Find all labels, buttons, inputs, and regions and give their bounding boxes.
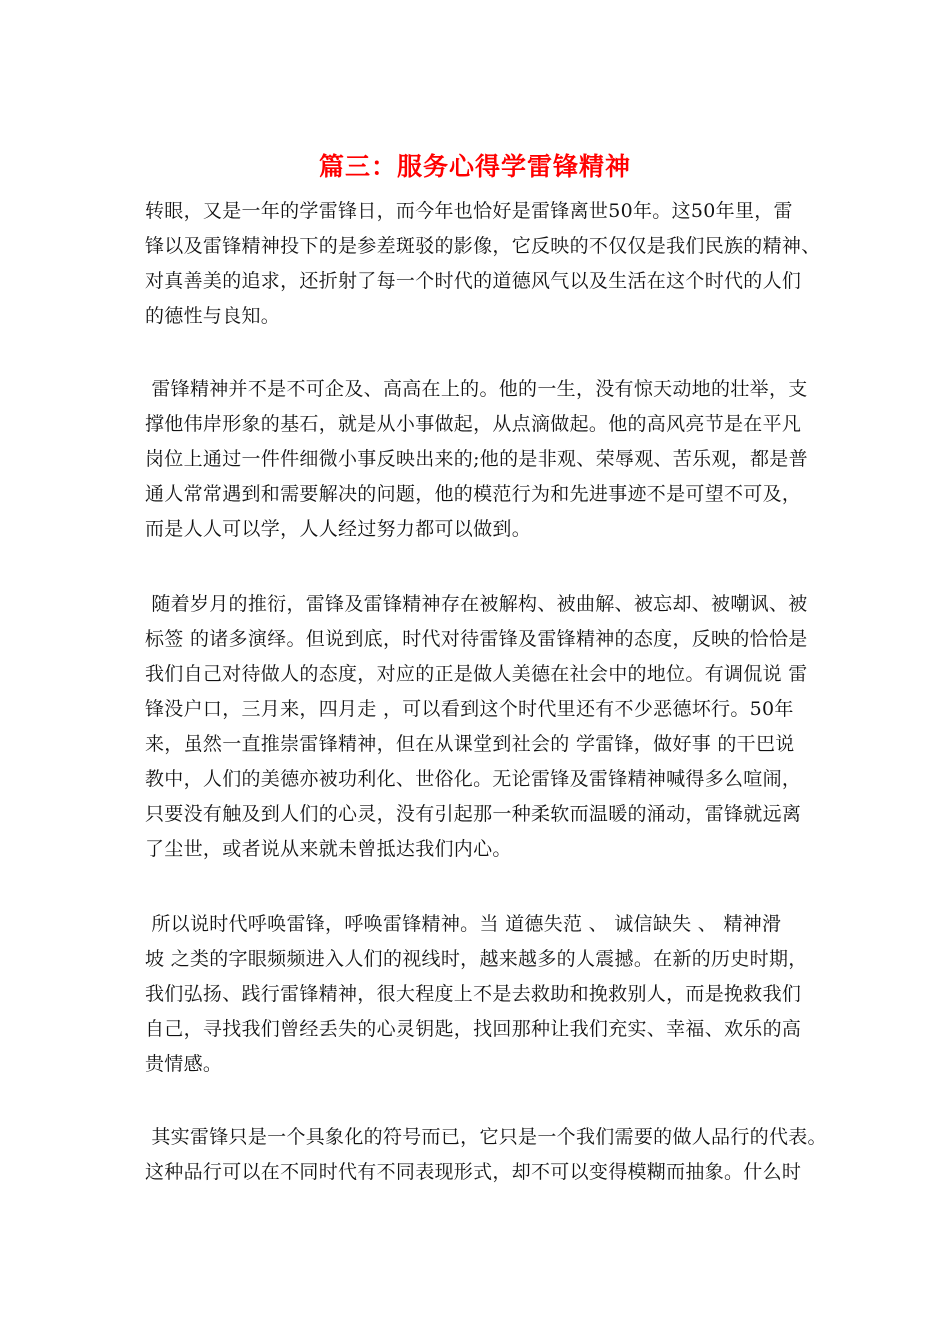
- text-line: 只要没有触及到人们的心灵，没有引起那一种柔软而温暖的涌动，雷锋就远离: [145, 803, 802, 825]
- text-line: 来，虽然一直推崇雷锋精神，但在从课堂到社会的 学雷锋，做好事 的干巴说: [145, 733, 795, 755]
- text-line: 雷锋精神并不是不可企及、高高在上的。他的一生，没有惊天动地的壮举，支: [145, 378, 808, 400]
- text-line: 教中，人们的美德亦被功利化、世俗化。无论雷锋及雷锋精神喊得多么喧闹，: [145, 768, 802, 790]
- text-line: 了尘世，或者说从来就未曾抵达我们内心。: [145, 838, 512, 860]
- text-line: 我们弘扬、践行雷锋精神，很大程度上不是去救助和挽救别人，而是挽救我们: [145, 983, 802, 1005]
- text-line: 对真善美的追求，还折射了每一个时代的道德风气以及生活在这个时代的人们: [145, 270, 802, 292]
- document-title: 篇三：服务心得学雷锋精神: [318, 152, 631, 181]
- text-line: 岗位上通过一件件细微小事反映出来的;他的是非观、荣辱观、苦乐观，都是普: [145, 448, 808, 470]
- text-line: 撑他伟岸形象的基石，就是从小事做起，从点滴做起。他的高风亮节是在平凡: [145, 413, 802, 435]
- text-line: 坡 之类的字眼频频进入人们的视线时，越来越多的人震撼。在新的历史时期，: [145, 948, 808, 970]
- text-line: 随着岁月的推衍，雷锋及雷锋精神存在被解构、被曲解、被忘却、被嘲讽、被: [145, 593, 808, 615]
- text-line: 这种品行可以在不同时代有不同表现形式，却不可以变得模糊而抽象。什么时: [145, 1161, 802, 1183]
- text-line: 标签 的诸多演绎。但说到底，时代对待雷锋及雷锋精神的态度，反映的恰恰是: [145, 628, 808, 650]
- text-line: 我们自己对待做人的态度，对应的正是做人美德在社会中的地位。有调侃说 雷: [145, 663, 808, 685]
- text-line: 转眼，又是一年的学雷锋日，而今年也恰好是雷锋离世50年。这50年里，雷: [145, 200, 793, 222]
- text-line: 的德性与良知。: [145, 305, 281, 327]
- text-line: 而是人人可以学，人人经过努力都可以做到。: [145, 518, 532, 540]
- text-line: 其实雷锋只是一个具象化的符号而已，它只是一个我们需要的做人品行的代表。: [145, 1126, 827, 1148]
- text-line: 锋没户口，三月来，四月走 ，可以看到这个时代里还有不少恶德坏行。50年: [145, 698, 794, 720]
- text-line: 贵情感。: [145, 1053, 223, 1075]
- text-line: 所以说时代呼唤雷锋，呼唤雷锋精神。当 道德失范 、 诚信缺失 、 精神滑: [145, 913, 782, 935]
- text-line: 通人常常遇到和需要解决的问题，他的模范行为和先进事迹不是可望不可及，: [145, 483, 802, 505]
- text-line: 锋以及雷锋精神投下的是参差斑驳的影像，它反映的不仅仅是我们民族的精神、: [145, 235, 821, 257]
- text-line: 自己，寻找我们曾经丢失的心灵钥匙，找回那种让我们充实、幸福、欢乐的高: [145, 1018, 802, 1040]
